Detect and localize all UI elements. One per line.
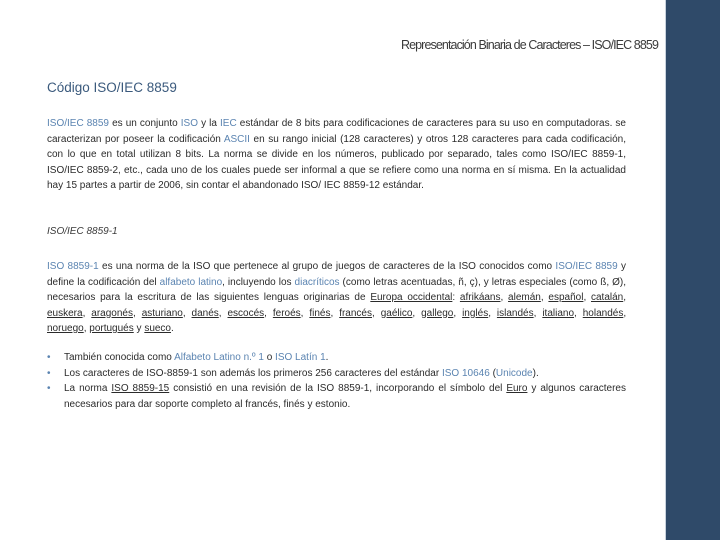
- list-item: [47, 381, 626, 412]
- section-title: Código ISO/IEC 8859: [47, 80, 177, 95]
- subheading-iso-8859-1: ISO/IEC 8859-1: [47, 226, 118, 237]
- language-link[interactable]: asturiano: [141, 307, 183, 319]
- language-link[interactable]: islandés: [496, 307, 534, 319]
- language-link[interactable]: alemán: [508, 292, 541, 303]
- language-link[interactable]: danés: [191, 307, 219, 319]
- text-span: diacríticos: [294, 276, 340, 288]
- text-span: ISO/IEC 8859: [555, 261, 618, 272]
- right-accent-bar: [666, 0, 720, 540]
- slide-title: Representación Binaria de Caracteres – ISO/IEC 8859: [400, 38, 658, 52]
- language-link[interactable]: portugués: [89, 323, 134, 334]
- text-span: es un conjunto: [109, 118, 181, 129]
- text-span: IEC: [220, 118, 237, 129]
- bullet-marker: •: [47, 352, 51, 363]
- language-link[interactable]: gallego: [421, 307, 454, 319]
- language-link[interactable]: francés: [339, 307, 372, 319]
- paragraph-iso-8859: [47, 116, 626, 194]
- link-euro[interactable]: Euro: [506, 383, 528, 394]
- link-iso-8859-15[interactable]: ISO 8859-15: [111, 383, 170, 394]
- language-link[interactable]: inglés: [462, 307, 489, 319]
- language-link-list: afrikáans, alemán, español, catalán, euskera, aragonés, asturiano, danés, escocés, feroés, finés, francés, gaélico, gallego, inglés, islandés, italiano, holandés, noruego, portugués y sueco.: [47, 292, 627, 334]
- paragraph-iso-8859-1: [47, 259, 626, 337]
- language-link[interactable]: escocés: [227, 307, 265, 319]
- text-span: ASCII: [223, 133, 250, 145]
- text-span: También conocida como: [64, 352, 175, 363]
- text-span: y la: [198, 118, 221, 129]
- text-span: es una norma de la ISO que pertenece al grupo de juegos de caracteres de la ISO conocidos como: [98, 261, 556, 272]
- language-link[interactable]: euskera: [47, 307, 83, 319]
- text-span: o: [263, 352, 276, 363]
- language-link[interactable]: afrikáans: [459, 292, 501, 303]
- text-span: alfabeto latino: [159, 276, 223, 288]
- bullet-marker: •: [47, 383, 51, 394]
- text-span: , incluyendo los: [222, 276, 295, 288]
- language-link[interactable]: feroés: [272, 307, 301, 319]
- text-span: ISO Latín 1: [275, 352, 326, 363]
- text-span: Los caracteres de ISO-8859-1 son además los primeros 256 caracteres del estándar: [64, 367, 442, 379]
- language-link[interactable]: finés: [309, 307, 331, 319]
- text-span: en su rango inicial (128 caracteres) y otros 128 caracteres para cada codificación, con lo que en total utilizan 8 bits. La norma se divide en los números, publicado por separado, tales como ISO/IEC 8859-1, ISO/IEC 8859-2, etc., cada uno de los cuales puede ser informal a que se refiere como una norma en sí misma. En la actualidad hay 15 partes a partir de 2006, sin contar el abandonado ISO/ IEC 8859-12 estándar.: [47, 133, 627, 191]
- language-link[interactable]: holandés: [582, 307, 624, 319]
- text-span: .: [325, 352, 329, 363]
- text-span: consistió en una revisión de la ISO 8859-1, incorporando el símbolo del: [169, 383, 507, 394]
- text-span: ISO: [180, 118, 199, 129]
- text-span: estándar de 8 bits para codificaciones de caracteres para su uso en computadoras. se caracterizan por poseer la codificación: [47, 118, 626, 145]
- language-link[interactable]: español: [548, 292, 584, 303]
- bullet-marker: •: [47, 367, 51, 379]
- text-span: y algunos caracteres necesarios para dar soporte completo al francés, finés y estonio.: [64, 383, 626, 410]
- text-span: y define la codificación del: [47, 261, 626, 288]
- language-link[interactable]: aragonés: [91, 307, 133, 319]
- text-span: La norma: [64, 383, 112, 394]
- text-span: Unicode: [495, 367, 533, 379]
- language-link[interactable]: sueco: [144, 323, 171, 334]
- language-link[interactable]: italiano: [542, 307, 575, 319]
- list-item: [47, 366, 626, 382]
- list-item: [47, 350, 626, 366]
- language-link[interactable]: catalán: [590, 292, 624, 303]
- link-europa-occidental[interactable]: Europa occidental: [370, 292, 453, 303]
- text-span: (: [489, 367, 496, 379]
- language-link[interactable]: noruego: [47, 323, 84, 334]
- text-span: :: [452, 292, 460, 303]
- text-span: ISO/IEC 8859: [47, 118, 109, 129]
- text-span: ISO 8859-1: [47, 261, 99, 272]
- language-link[interactable]: gaélico: [380, 307, 413, 319]
- text-span: ISO 10646: [441, 367, 490, 379]
- bullet-list: [47, 350, 626, 412]
- text-span: (como letras acentuadas, ñ, ç), y letras especiales (como ß, Ø), necesarios para la escritura de las siguientes lenguas originarias de: [47, 276, 626, 303]
- text-span: Alfabeto Latino n.º 1: [174, 352, 264, 363]
- text-span: ).: [532, 367, 539, 379]
